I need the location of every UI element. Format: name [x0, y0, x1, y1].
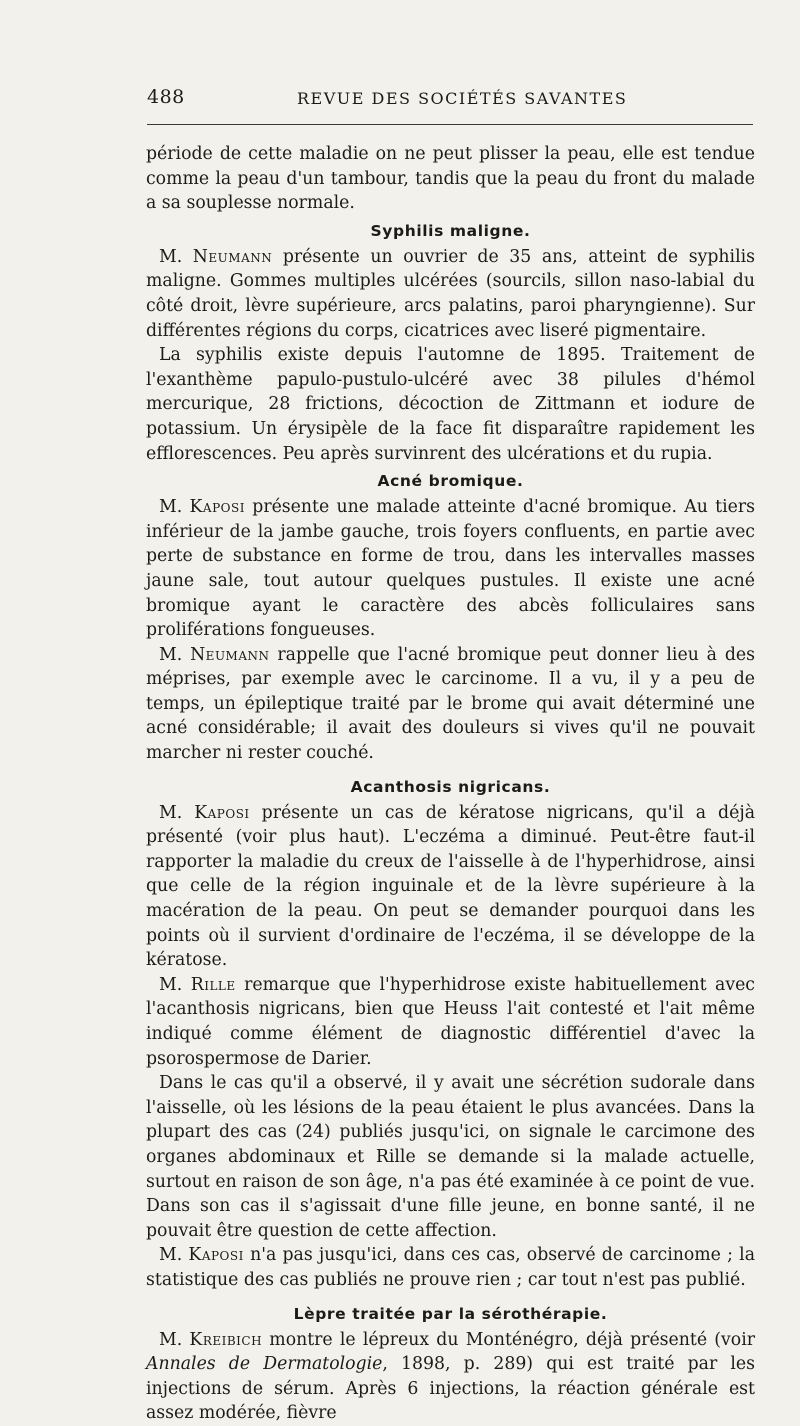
- section-heading-acne: Acné bromique.: [377, 472, 524, 491]
- paragraph: M. Neumann rappelle que l'acné bromique peut donner lieu à des méprises, par exemple avec le carcinome. Il a vu, il y a peu de temps, un épileptique traité par le brome qui avait déterminé une acné considérable; il avait des douleurs si vives qu'il ne pouvait marcher ni rester couché.: [146, 644, 756, 764]
- page-header: [147, 86, 755, 110]
- section-heading-syphilis: Syphilis maligne.: [370, 221, 531, 240]
- author-name: Neumann: [192, 246, 273, 267]
- running-head: REVUE DES SOCIÉTÉS SAVANTES: [297, 89, 628, 108]
- paragraph: M. Kaposi présente un cas de kératose nigricans, qu'il a déjà présenté (voir plus haut). L'eczéma a diminué. Peut-être faut-il rapporter la maladie du creux de l'aisselle à de l'hyperhidrose, ainsi que celle de la région inguinale et de la lèvre supérieure à la macération de la peau. On peut se demander pourquoi dans les points où il survient d'ordinaire de l'eczéma, il se développe de la kératose.: [146, 802, 755, 971]
- author-name: Kreibich: [189, 1329, 263, 1350]
- page-number: 488: [147, 86, 185, 108]
- paragraph: M. Rille remarque que l'hyperhidrose existe habituellement avec l'acanthosis nigricans, bien que Heuss l'ait contesté et l'ait même indiqué comme élément de diagnostic différentiel d'avec la psorospermose de Darier.: [146, 974, 755, 1069]
- author-name: Neumann: [190, 644, 270, 665]
- paragraph: M. Kreibich montre le lépreux du Monténégro, déjà présenté (voir Annales de Dermatologie, 1898, p. 289) qui est traité par les injections de sérum. Après 6 injections, la réaction générale est assez modérée, fièvre: [146, 1329, 755, 1424]
- author-name: Rille: [190, 974, 236, 995]
- section-heading-acanthosis: Acanthosis nigricans.: [350, 777, 551, 796]
- paragraph: Dans le cas qu'il a observé, il y avait une sécrétion sudorale dans l'aisselle, où les lésions de la peau étaient le plus avancées. Dans la plupart des cas (24) publiés jusqu'ici, on signale le carcimone des organes abdominaux et Rille se demande si la malade actuelle, surtout en raison de son âge, n'a pas été examinée à ce point de vue. Dans son cas il s'agissait d'une fille jeune, en bonne santé, il ne pouvait être question de cette affection.: [146, 1073, 755, 1241]
- header-rule: [147, 124, 753, 125]
- paragraph: La syphilis existe depuis l'automne de 1895. Traitement de l'exanthème papulo-pustulo-ulcéré avec 38 pilules d'hémol mercurique, 28 frictions, décoction de Zittmann et iodure de potassium. Un érysipèle de la face fit disparaître rapidement les efflorescences. Peu après survinrent des ulcérations et du rupia.: [146, 345, 755, 464]
- author-name: Kaposi: [188, 1245, 244, 1266]
- author-name: Kaposi: [194, 802, 250, 823]
- paragraph: M. Kaposi n'a pas jusqu'ici, dans ces cas, observé de carcinome ; la statistique des cas publiés ne prouve rien ; car tout n'est pas publié.: [146, 1245, 755, 1290]
- page-body: [146, 142, 755, 1426]
- paragraph: M. Neumann présente un ouvrier de 35 ans, atteint de syphilis maligne. Gommes multiples ulcérées (sourcils, sillon naso-labial du côté droit, lèvre supérieure, arcs palatins, paroi pharyngienne). Sur différentes régions du corps, cicatrices avec liseré pigmentaire.: [146, 246, 755, 341]
- section-heading-lepre: Lèpre traitée par la sérothérapie.: [293, 1304, 608, 1323]
- journal-title: Annales de Dermatologie: [146, 1354, 383, 1375]
- paragraph: M. Kaposi présente une malade atteinte d'acné bromique. Au tiers inférieur de la jambe gauche, trois foyers confluents, en partie avec perte de substance en forme de trou, dans les intervalles masses jaune sale, tout autour quelques pustules. Il existe une acné bromique ayant le caractère des abcès folliculaires sans proliférations fongueuses.: [146, 497, 755, 641]
- author-name: Kaposi: [189, 497, 245, 518]
- intro-paragraph: période de cette maladie on ne peut plisser la peau, elle est tendue comme la peau d'un tambour, tandis que la peau du front du malade a sa souplesse normale.: [146, 144, 755, 214]
